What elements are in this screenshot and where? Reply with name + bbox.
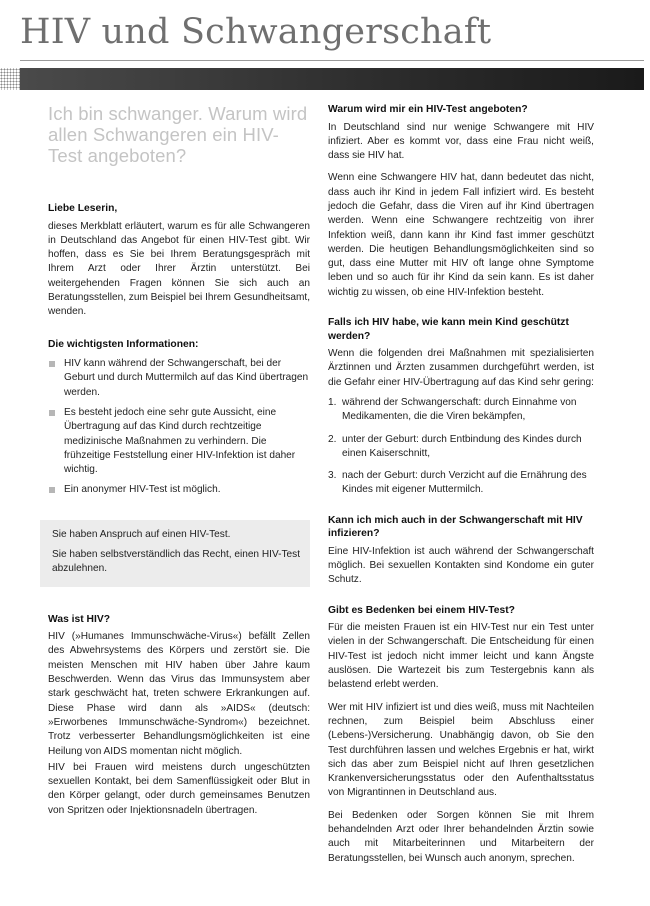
page-title: HIV und Schwangerschaft xyxy=(20,12,492,52)
item-number: 3. xyxy=(328,470,337,482)
header-band xyxy=(20,68,644,90)
concerns-text-1: Für die meisten Frauen ist ein HIV-Test nur ein Test unter vielen in der Schwangerschaft. Die Entscheidung für einen HIV-Test ist jedoch nicht immer leicht und kann Ängste auslösen. Die Wartezeit bis zum Testergebnis kann als belastend erlebt werden. xyxy=(328,622,594,691)
concerns-section xyxy=(328,604,594,866)
infect-pregnancy-heading: Kann ich mich auch in der Schwangerschaft mit HIV infizieren? xyxy=(328,514,583,540)
item-number: 1. xyxy=(328,396,337,408)
infect-pregnancy-section xyxy=(328,514,594,588)
lead-question: Ich bin schwanger. Warum wird allen Schwangeren ein HIV-Test angeboten? xyxy=(48,103,308,166)
list-item: Es besteht jedoch eine sehr gute Aussicht, eine Übertragung auf das Kind durch rechtzeitige medizinische Maßnahmen zu verhindern. Die frühzeitige Feststellung einer HIV-Infektion ist daher wichtig. xyxy=(48,406,310,477)
rights-line-1: Sie haben Anspruch auf einen HIV-Test. xyxy=(52,528,231,540)
why-test-heading: Warum wird mir ein HIV-Test angeboten? xyxy=(328,104,528,115)
list-item: Ein anonymer HIV-Test ist möglich. xyxy=(48,483,310,497)
key-info-section xyxy=(48,338,310,498)
item-text: während der Schwangerschaft: durch Einnahme von Medikamenten, die die Viren bekämpfen, xyxy=(342,396,577,423)
protect-child-text: Wenn die folgenden drei Maßnahmen mit spezialisierten Ärztinnen und Ärzten zusammen durchgeführt werden, ist die Gefahr einer HIV-Übertragung auf das Kind sehr gering: xyxy=(328,348,594,388)
protect-child-section xyxy=(328,316,594,498)
rights-box xyxy=(40,520,310,587)
title-rule xyxy=(20,60,644,61)
concerns-text-2: Wer mit HIV infiziert ist und dies weiß, muss mit Nachteilen rechnen, zum Beispiel beim Abschluss einer (Lebens-)Versicherung. Unabhängig davon, ob Sie den Test durchführen lassen und welches Ergebnis er hat, wirkt sich das aber zum Beispiel nicht auf Ihren gesetzlichen Krankenversicherungsstatus oder den Aufenthaltsstatus von Migrantinnen in Deutschland aus. xyxy=(328,701,594,799)
key-info-heading: Die wichtigsten Informationen: xyxy=(48,338,199,350)
what-is-hiv-heading: Was ist HIV? xyxy=(48,613,110,625)
item-text: nach der Geburt: durch Verzicht auf die Ernährung des Kindes mit eigener Muttermilch. xyxy=(342,470,587,496)
list-item xyxy=(328,433,594,462)
item-number: 2. xyxy=(328,433,337,445)
list-item: HIV kann während der Schwangerschaft, bei der Geburt und durch Muttermilch auf das Kind übertragen werden. xyxy=(48,357,310,400)
what-is-hiv-text-1: HIV (»Humanes Immunschwäche-Virus«) befällt Zellen des Abwehrsystems des Körpers und zerstört sie. Die meisten Menschen mit HIV haben über Jahre kaum Beschwerden. Wenn das Virus das Immunsystem aber stark geschwächt hat, treten schwere Erkrankungen auf. Diese Phase wird dann als »AIDS« (deutsch: »Erworbenes Immunschwäche-Syndrom«) bezeichnet. Trotz verbesserter Behandlungsmöglichkeiten ist eine Heilung von AIDS momentan nicht möglich. xyxy=(48,631,310,757)
measures-list xyxy=(328,396,594,498)
dot-pattern xyxy=(0,68,20,90)
concerns-heading: Gibt es Bedenken bei einem HIV-Test? xyxy=(328,604,515,616)
intro-text: dieses Merkblatt erläutert, warum es für alle Schwangeren in Deutschland das Angebot für einen HIV-Test gibt. Wir hoffen, dass es Sie bei Ihrem Beratungsgespräch mit Ihrem Arzt oder Ihrer Ärztin unterstützt. Bei weitergehenden Fragen können Sie sich auch an Beratungsstellen, zum Beispiel bei Ihrem Gesundheitsamt, wenden. xyxy=(48,220,311,318)
what-is-hiv-section xyxy=(48,613,310,818)
protect-child-heading: Falls ich HIV habe, wie kann mein Kind geschützt werden? xyxy=(328,317,569,342)
key-info-list xyxy=(48,357,310,498)
why-test-text-2: Wenn eine Schwangere HIV hat, dann bedeutet das nicht, dass auch ihr Kind in jedem Fall infiziert wird. Es besteht jedoch die Gefahr, dass die Viren auf ihr Kind übertragen werden. Wenn eine Schwangere rechtzeitig von ihrer Infektion weiß, dann kann ihr Kind fast immer geschützt werden. Die heutigen Behandlungsmöglichkeiten sind so gut, dass eine Mutter mit HIV oft lange ohne Symptome leben und so auch für ihr Kind da sein kann. Es ist daher wichtig zu wissen, ob eine HIV-Infektion besteht. xyxy=(328,172,594,298)
why-test-text-1: In Deutschland sind nur wenige Schwangere mit HIV infiziert. Aber es kommt vor, dass eine Frau nicht weiß, dass sie HIV hat. xyxy=(328,121,594,162)
what-is-hiv-text-2: HIV bei Frauen wird meistens durch ungeschützten sexuellen Kontakt, bei dem Samenflüssigkeit oder Blut in den Körper gelangt, oder durch gemeinsames Benutzen von Spritzen oder Injektionsnadeln übertragen. xyxy=(48,761,310,816)
concerns-text-3: Bei Bedenken oder Sorgen können Sie mit Ihrem behandelnden Arzt oder Ihrer behandelnden Ärztin sowie auch mit Mitarbeiterinnen und Mitarbeitern der Beratungsstellen, bei Wunsch auch anonym, sprechen. xyxy=(328,809,594,864)
rights-line-2: Sie haben selbstverständlich das Recht, einen HIV-Test abzulehnen. xyxy=(52,549,300,575)
why-test-section xyxy=(328,103,594,300)
intro-heading: Liebe Leserin, xyxy=(48,203,118,214)
item-text: unter der Geburt: durch Entbindung des Kindes durch einen Kaiserschnitt, xyxy=(342,433,582,459)
intro-section xyxy=(48,202,310,320)
list-item xyxy=(328,396,594,425)
left-column xyxy=(48,103,310,836)
list-item xyxy=(328,469,594,498)
right-column xyxy=(328,103,594,882)
infect-pregnancy-text: Eine HIV-Infektion ist auch während der Schwangerschaft möglich. Bei sexuellen Kontakten sind Kondome ein guter Schutz. xyxy=(328,545,594,586)
